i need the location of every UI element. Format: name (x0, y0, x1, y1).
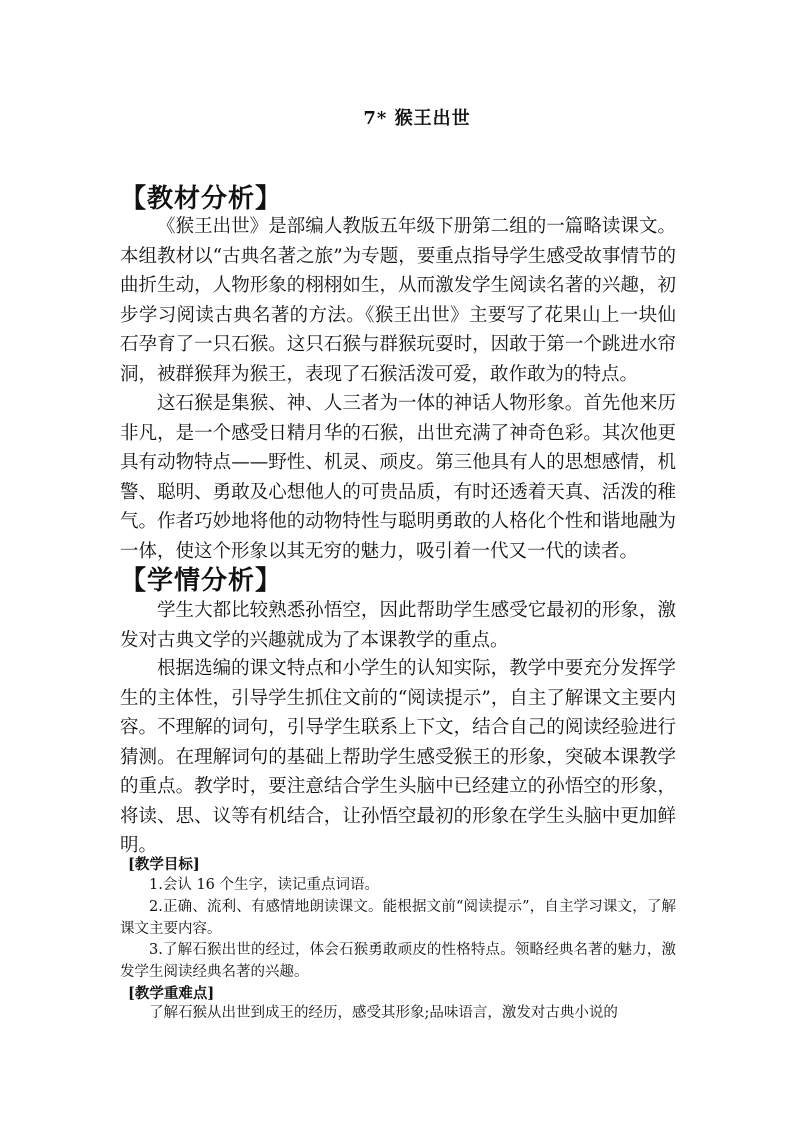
section-heading-teaching-objectives: [教学目标] (128, 856, 200, 873)
page-title: 7* 猴王出世 (363, 108, 471, 129)
section-heading-textbook-analysis: 【教材分析】 (120, 184, 283, 214)
learner-analysis-paragraph-1: 学生大都比较熟悉孙悟空，因此帮助学生感受它最初的形象，激发对古典文学的兴趣就成为了本课教学的重点。 (120, 600, 676, 651)
section-heading-key-difficulties: [教学重难点] (128, 985, 215, 1002)
section-heading-learner-analysis: 【学情分析】 (120, 566, 283, 596)
objective-item-2: 2.正确、流利、有感情地朗读课文。能根据文前“阅读提示”，自主学习课文，了解课文主要内容。 (120, 899, 676, 937)
textbook-analysis-paragraph-2: 这石猴是集猴、神、人三者为一体的神话人物形象。首先他来历非凡，是一个感受日精月华的石猴，出世充满了神奇色彩。其次他更具有动物特点——野性、机灵、顽皮。第三他具有人的思想感情，机警、聪明、勇敢及心想他人的可贵品质，有时还透着天真、活泼的稚气。作者巧妙地将他的动物特性与聪明勇敢的人格化个性和谐地融为一体，使这个形象以其无穷的魅力，吸引着一代又一代的读者。 (120, 393, 676, 562)
key-difficulties-paragraph: 了解石猴从出世到成王的经历，感受其形象;品味语言，激发对古典小说的 (149, 1005, 618, 1021)
objective-item-3: 3.了解石猴出世的经过，体会石猴勇敢顽皮的性格特点。领略经典名著的魅力，激发学生阅读经典名著的兴趣。 (120, 942, 676, 980)
textbook-analysis-paragraph-1: 《猴王出世》是部编人教版五年级下册第二组的一篇略读课文。本组教材以“古典名著之旅”为专题，要重点指导学生感受故事情节的曲折生动，人物形象的栩栩如生，从而激发学生阅读名著的兴趣，初步学习阅读古典名著的方法。《猴王出世》主要写了花果山上一块仙石孕育了一只石猴。这只石猴与群猴玩耍时，因敢于第一个跳进水帘洞，被群猴拜为猴王，表现了石猴活泼可爱，敢作敢为的特点。 (120, 216, 676, 385)
learner-analysis-paragraph-2: 根据选编的课文特点和小学生的认知实际，教学中要充分发挥学生的主体性，引导学生抓住文前的“阅读提示”，自主了解课文主要内容。不理解的词句，引导学生联系上下文，结合自己的阅读经验进行猜测。在理解词句的基础上帮助学生感受猴王的形象，突破本课教学的重点。教学时，要注意结合学生头脑中已经建立的孙悟空的形象，将读、思、议等有机结合，让孙悟空最初的形象在学生头脑中更加鲜明。 (120, 658, 676, 856)
objective-item-1: 1.会认 16 个生字，读记重点词语。 (149, 877, 380, 893)
